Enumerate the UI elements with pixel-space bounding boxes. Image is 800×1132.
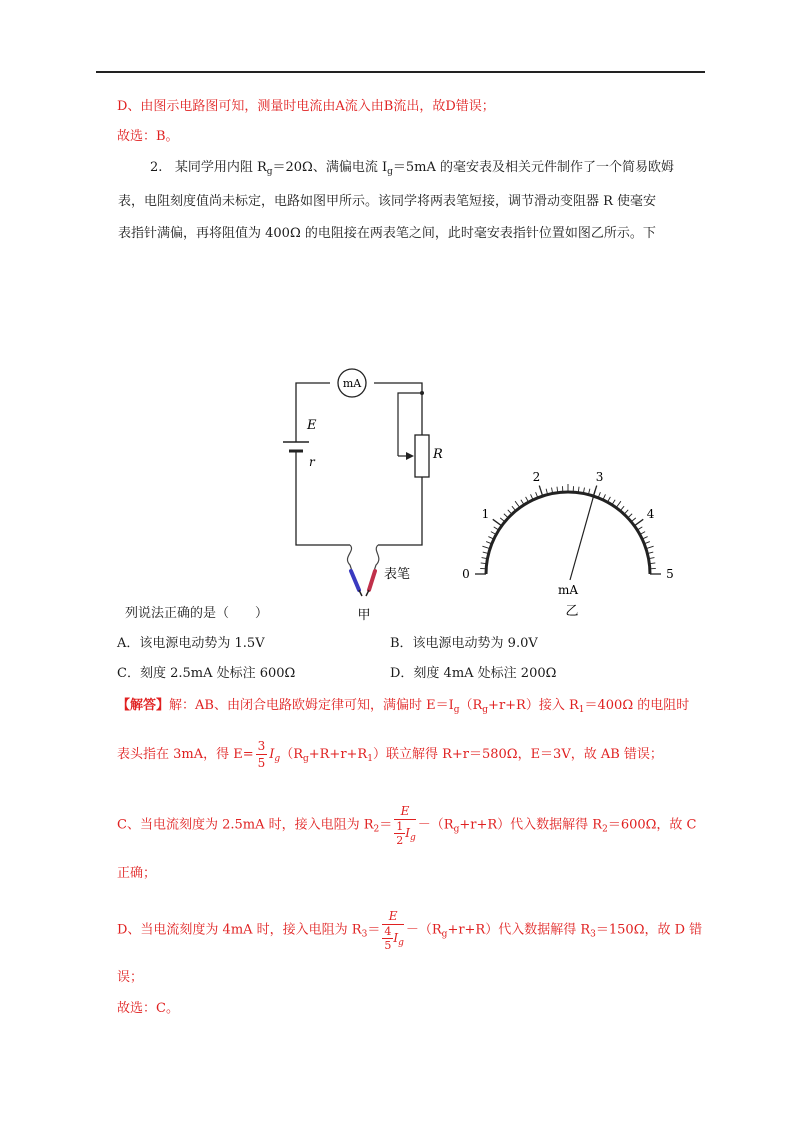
dial-tick (637, 527, 642, 530)
rheostat-slider-arrow (406, 452, 414, 460)
emf-label: E (307, 418, 317, 433)
meter-dial (450, 462, 690, 627)
dial-tick-label: 5 (666, 567, 674, 581)
circuit-wire-right-bottom (378, 477, 422, 545)
dial-tick (634, 519, 643, 525)
dial-tick (500, 518, 505, 522)
solution-line-c: C、当电流刻度为 2.5mA 时，接入电阻为 $R_2=$ E $\frac{1}{2}$ $I_g$ $-(R_g+r+R)$代入数据解得 $R_2=600\Omega$，故 C (117, 804, 697, 847)
dial-tick (612, 500, 615, 505)
probe-lead-left (347, 545, 352, 571)
option-b: B．该电源电动势为 9.0V (390, 636, 538, 651)
figure-a-caption: 甲 (357, 608, 371, 623)
question-line-2: 表，电阻刻度值尚未标定，电路如图甲所示。该同学将两表笔短接，调节滑动变阻器 R 使毫安 (118, 194, 657, 209)
rheostat-resistor (415, 435, 429, 477)
question-line-3: 表指针满偏，再将阻值为 400Ω 的电阻接在两表笔之间，此时毫安表指针位置如图乙所示。下 (118, 226, 656, 241)
question-number: 2. (150, 160, 163, 175)
circuit-diagram (280, 365, 450, 625)
fraction-c: E $\frac{1}{2}$ $I_g$ (396, 804, 416, 847)
probe-lead-right (374, 545, 379, 571)
solution-answer: 故选：C。 (117, 1001, 179, 1016)
solution-tag: 【解答】 (117, 698, 170, 713)
circuit-wire-left-bottom (296, 451, 350, 545)
question-line-1: 2. 某同学用内阻 $R_g=20\Omega$、满偏电流 $I_g=5mA$ 的毫安表及相关元件制作了一个简易欧姆 (150, 160, 674, 177)
dial-pointer (570, 490, 595, 580)
dial-tick (628, 514, 632, 518)
rheostat-label: R (433, 447, 443, 462)
dial-tick (494, 527, 499, 530)
dial-tick (624, 510, 628, 514)
figure-b-caption: 乙 (565, 604, 579, 619)
dial-tick (616, 501, 621, 507)
circuit-wire-top (296, 383, 330, 420)
prev-option-d-explanation: D、由图示电路图可知，测量时电流由A流入由B流出，故D错误； (117, 99, 495, 114)
dial-tick (521, 500, 524, 505)
option-a: A．该电源电动势为 1.5V (117, 636, 265, 651)
solution-line-d-cont: 误； (117, 970, 144, 985)
solution-line-2: 表头指在 3mA，得 E= $\frac{3}{5}$ $I_g(R_g+R+r+R_1)$联立解得 R+r＝580Ω，E＝3V，故 AB 错误； (117, 739, 663, 770)
probe-right (369, 571, 375, 590)
question-line-4: 列说法正确的是（ ） (125, 606, 269, 621)
dial-unit-label: mA (557, 583, 579, 597)
header-rule (96, 71, 705, 73)
dial-tick (539, 486, 542, 496)
dial-tick (504, 514, 508, 518)
dial-tick-label: 0 (462, 567, 470, 581)
dial-arc (486, 492, 650, 574)
dial-tick-label: 3 (595, 469, 604, 484)
prev-answer: 故选：B。 (117, 129, 179, 144)
fraction-d: E $\frac{4}{5}$ $I_g$ (384, 909, 404, 952)
dial-tick (493, 519, 502, 525)
dial-tick (631, 518, 636, 522)
dial-tick (620, 506, 624, 511)
dial-tick (512, 506, 516, 511)
dial-tick (515, 501, 520, 507)
solution-line-d: D、当电流刻度为 4mA 时，接入电阻为 $R_3=$ E $\frac{4}{5}$ $I_g$ $-(R_g+r+R)$代入数据解得 $R_3=150\Omega$，故 D 错 (117, 909, 703, 952)
option-d: D．刻度 4mA 处标注 200Ω (390, 666, 557, 681)
dial-tick-label: 1 (481, 507, 490, 522)
option-c: C．刻度 2.5mA 处标注 600Ω (117, 666, 296, 681)
fraction-three-fifths: $\frac{3}{5}$ (257, 739, 266, 770)
probe-left (351, 571, 359, 590)
internal-resistance-label: r (309, 455, 315, 469)
milliammeter-label: mA (342, 377, 362, 390)
rheostat-junction (420, 391, 424, 395)
probe-label: 表笔 (384, 567, 411, 582)
dial-tick (508, 510, 512, 514)
solution-line-1: 【解答】解：AB、由闭合电路欧姆定律可知，满偏时 $E=I_g(R_g+r+R)$接入 $R_1=400\Omega$ 的电阻时 (117, 698, 690, 715)
dial-tick-label: 4 (646, 507, 655, 522)
dial-tick-label: 2 (532, 469, 541, 484)
solution-line-c-cont: 正确； (117, 866, 157, 881)
